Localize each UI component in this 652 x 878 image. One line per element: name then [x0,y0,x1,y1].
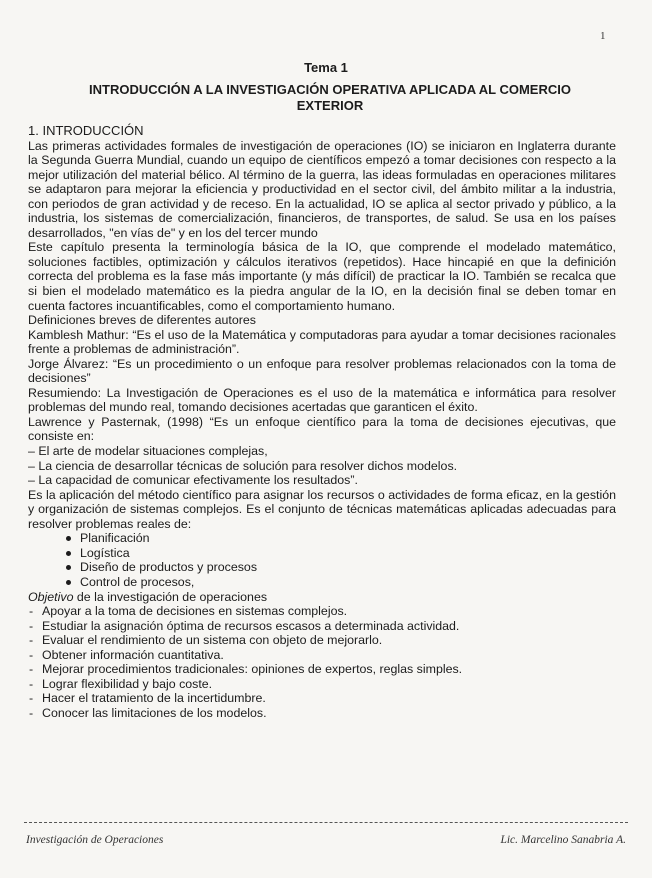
objectives-list [28,604,616,720]
application-list [28,531,616,589]
page-number: 1 [600,30,606,42]
list-item: - Estudiar la asignación óptima de recursos escasos a determinada actividad. [29,618,460,633]
list-item: - Mejorar procedimientos tradicionales: opiniones de expertos, reglas simples. [29,662,463,677]
list-item: Logística [66,546,616,561]
approach-item: – La ciencia de desarrollar técnicas de solución para resolver dichos modelos. [28,458,458,473]
definition-summary: Resumiendo: La Investigación de Operaciones es el uso de la matemática e informática para resolver problemas del mundo real, tomando decisiones acertadas que garanticen el éxito. [28,385,616,415]
section-heading: 1. INTRODUCCIÓN [28,123,144,138]
approach-item: – El arte de modelar situaciones complejas, [28,444,268,459]
approach-item: – La capacidad de comunicar efectivamente los resultados”. [28,473,358,488]
document-body [28,124,616,720]
list-item: - Apoyar a la toma de decisiones en sistemas complejos. [29,604,348,619]
objective-heading: Objetivo de la investigación de operaciones [28,589,268,604]
footer-divider [24,822,628,823]
bullet-icon [66,551,71,556]
list-item: Control de procesos, [66,575,616,590]
definition-lawrence: Lawrence y Pasternak, (1998) “Es un enfoque científico para la toma de decisiones ejecutivas, que consiste en: [28,414,616,444]
list-item: - Conocer las limitaciones de los modelos. [29,705,267,720]
bullet-icon [66,536,71,541]
definition-alvarez: Jorge Álvarez: “Es un procedimiento o un enfoque para resolver problemas relacionados con la toma de decisiones” [28,356,616,386]
paragraph-chapter: Este capítulo presenta la terminología básica de la IO, que comprende el modelado matemático, soluciones factibles, optimización y cálculos iterativos (repetidos). Hace hincapié en que la definición correcta del problema es la fase más importante (y más difícil) de practicar la IO. También se recalca que si bien el modelado matemático es la piedra angular de la IO, en la decisión final se deben tomar en cuenta factores incuantificables, como el comportamiento humano. [28,240,616,313]
list-item: - Evaluar el rendimiento de un sistema con objeto de mejorarlo. [29,633,383,648]
paragraph-history: Las primeras actividades formales de investigación de operaciones (IO) se iniciaron en Inglaterra durante la Segunda Guerra Mundial, cuando un equipo de científicos empezó a tomar decisiones con respecto a la mejor utilización del material bélico. Al término de la guerra, las ideas formuladas en operaciones militares se adaptaron para mejorar la eficiencia y productividad en el sector civil, del ámbito militar a la industria, con periodos de gran actividad y de receso. En la actualidad, IO se aplica al sector privado y público, a la industria, los sistemas de comercialización, financieros, de transportes, de salud. Se usa en los países desarrollados, "en vías de" y en los del tercer mundo [28,138,616,240]
list-item: - Obtener información cuantitativa. [29,647,224,662]
footer-author: Lic. Marcelino Sanabria A. [500,834,626,846]
definition-mathur: Kamblesh Mathur: “Es el uso de la Matemática y computadoras para ayudar a tomar decisiones racionales frente a problemas de administración”. [28,327,616,357]
footer-course-title: Investigación de Operaciones [26,834,164,846]
tema-heading: Tema 1 [304,60,348,75]
list-item: - Hacer el tratamiento de la incertidumbre. [29,691,266,706]
definitions-heading: Definiciones breves de diferentes autores [28,313,256,328]
document-title: INTRODUCCIÓN A LA INVESTIGACIÓN OPERATIVA APLICADA AL COMERCIO EXTERIOR [89,82,571,113]
application-paragraph: Es la aplicación del método científico para asignar los recursos o actividades de forma eficaz, en la gestión y organización de sistemas complejos. Es el conjunto de técnicas matemáticas aplicadas adecuadas para resolver problemas reales de: [28,487,616,531]
list-item: Diseño de productos y procesos [66,560,616,575]
bullet-icon [66,565,71,570]
bullet-icon [66,580,71,585]
list-item: - Lograr flexibilidad y bajo coste. [29,676,213,691]
list-item: Planificación [66,531,616,546]
